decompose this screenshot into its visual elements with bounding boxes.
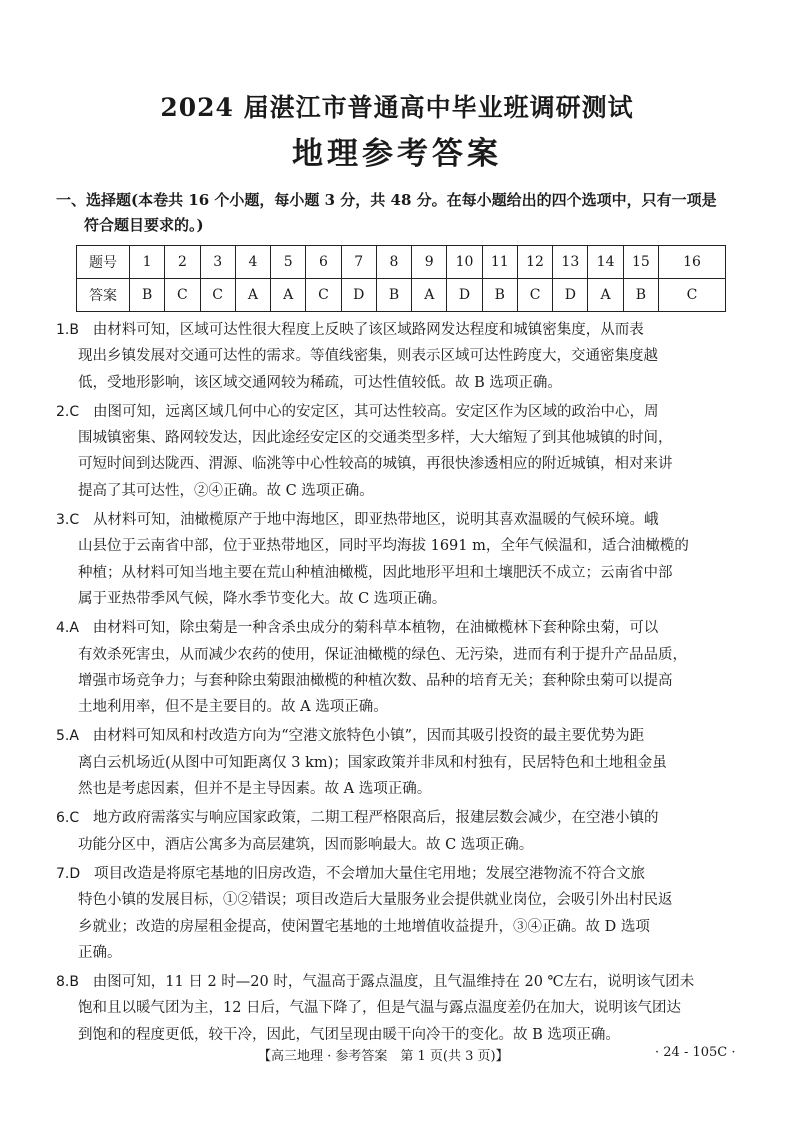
- explanation-item: [56, 615, 746, 720]
- explanation-line: 正确。: [78, 944, 122, 961]
- answer-table-row1-label: 题号: [77, 246, 130, 279]
- title-line-2: 地理参考答案: [292, 136, 502, 172]
- explanation-line: 特色小镇的发展目标，①②错误；项目改造后大量服务业会提供就业岗位，会吸引外出村民返: [78, 892, 673, 909]
- answer-cell: B: [482, 279, 517, 312]
- answer-cell: C: [200, 279, 235, 312]
- explanation-line: 由材料可知，区域可达性很大程度上反映了该区域路网发达程度和城镇密集度，从而表: [92, 322, 644, 338]
- answer-cell: D: [341, 279, 376, 312]
- title-line-1: 2024 届湛江市普通高中毕业班调研测试: [160, 93, 634, 122]
- explanation-line: 属于亚热带季风气候，降水季节变化大。故 C 选项正确。: [78, 590, 447, 607]
- explanation-number: 3.C: [56, 512, 80, 529]
- explanations-list: [56, 317, 746, 1051]
- question-number-cell: 5: [271, 246, 306, 279]
- explanation-number: 5.A: [56, 728, 79, 745]
- explanation-line: 乡就业；改造的房屋租金提高，使闲置宅基地的土地增值收益提升，③④正确。故 D 选项: [78, 918, 650, 935]
- explanation-line: 低，受地形影响，该区域交通网较为稀疏，可达性值较低。故 B 选项正确。: [78, 374, 562, 391]
- explanation-line: 从材料可知，油橄榄原产于地中海地区，即亚热带地区，说明其喜欢温暖的气候环境。峨: [92, 512, 659, 529]
- explanation-line: 现出乡镇发展对交通可达性的需求。等值线密集，则表示区域可达性跨度大，交通密集度越: [78, 348, 658, 365]
- question-number-cell: 9: [412, 246, 447, 279]
- answer-cell: D: [553, 279, 588, 312]
- explanation-line: 功能分区中，酒店公寓多为高层建筑，因而影响最大。故 C 选项正确。: [78, 836, 534, 853]
- explanation-number: 2.C: [56, 403, 80, 420]
- footer-code: · 24 - 105C ·: [655, 1045, 736, 1060]
- question-number-cell: 8: [376, 246, 411, 279]
- question-number-cell: 10: [447, 246, 482, 279]
- question-number-cell: 4: [235, 246, 270, 279]
- explanation-line: 地方政府需落实与响应国家政策，二期工程严格限高后，报建层数会减少，在空港小镇的: [92, 810, 659, 827]
- explanation-line: 围城镇密集、路网较发达，因此途经安定区的交通类型多样，大大缩短了到其他城镇的时间，: [78, 430, 673, 447]
- question-number-cell: 16: [659, 246, 726, 279]
- answer-cell: A: [235, 279, 270, 312]
- answer-table: [76, 245, 726, 312]
- explanation-line: 增强市场竞争力；与套种除虫菊跟油橄榄的种植次数、品种的培育无关；套种除虫菊可以提高: [78, 672, 673, 689]
- question-number-cell: 3: [200, 246, 235, 279]
- explanation-line: 由图可知，11 日 2 时—20 时，气温高于露点温度，且气温维持在 20 ℃左右，说明该气团未: [92, 974, 695, 991]
- answer-cell: C: [306, 279, 341, 312]
- footer-page-info: 【高三地理 · 参考答案 第 1 页(共 3 页)】: [258, 1049, 509, 1064]
- question-number-cell: 14: [588, 246, 623, 279]
- answer-cell: A: [588, 279, 623, 312]
- question-number-cell: 7: [341, 246, 376, 279]
- answer-cell: B: [130, 279, 165, 312]
- question-number-cell: 12: [517, 246, 552, 279]
- explanation-line: 有效杀死害虫，从而减少农药的使用，保证油橄榄的绿色、无污染，进而有利于提升产品品质，: [78, 646, 687, 663]
- answer-cell: C: [165, 279, 200, 312]
- explanation-line: 由图可知，远离区域几何中心的安定区，其可达性较高。安定区作为区域的政治中心，周: [92, 403, 659, 420]
- question-number-cell: 2: [165, 246, 200, 279]
- explanation-line: 由材料可知凤和村改造方向为“空港文旅特色小镇”，因而其吸引投资的最主要优势为距: [92, 728, 645, 745]
- answer-table-number-row: [77, 246, 726, 279]
- explanation-line: 到饱和的程度更低，较干冷，因此，气团呈现由暖干向冷干的变化。故 B 选项正确。: [78, 1026, 620, 1043]
- explanation-item: [56, 507, 746, 612]
- explanation-line: 种植；从材料可知当地主要在荒山种植油橄榄，因此地形平坦和土壤肥沃不成立；云南省中部: [78, 564, 673, 581]
- explanation-item: [56, 969, 746, 1048]
- section-heading-line-2: 符合题目要求的。): [84, 216, 204, 234]
- explanation-item: [56, 805, 746, 858]
- explanation-number: 1.B: [56, 322, 79, 338]
- explanation-number: 7.D: [56, 865, 81, 882]
- explanation-line: 然也是考虑因素，但并不是主导因素。故 A 选项正确。: [78, 781, 432, 798]
- explanation-number: 4.A: [56, 620, 79, 637]
- explanation-line: 土地利用率，但不是主要目的。故 A 选项正确。: [78, 699, 388, 716]
- explanation-line: 项目改造是将原宅基地的旧房改造，不会增加大量住宅用地；发展空港物流不符合文旅: [93, 865, 645, 882]
- question-number-cell: 15: [623, 246, 658, 279]
- explanation-line: 可短时间到达陇西、渭源、临洮等中心性较高的城镇，再很快渗透相应的附近城镇，相对来讲: [78, 456, 673, 473]
- answer-cell: A: [412, 279, 447, 312]
- explanation-item: [56, 399, 746, 504]
- explanation-line: 山县位于云南省中部，位于亚热带地区，同时平均海拔 1691 m，全年气候温和，适合油橄榄的: [78, 538, 689, 555]
- explanation-item: [56, 317, 746, 396]
- explanation-number: 8.B: [56, 974, 79, 991]
- answer-cell: B: [623, 279, 658, 312]
- answer-cell: C: [659, 279, 726, 312]
- explanation-line: 由材料可知，除虫菊是一种含杀虫成分的菊科草本植物，在油橄榄林下套种除虫菊，可以: [92, 620, 659, 637]
- explanation-line: 饱和且以暖气团为主，12 日后，气温下降了，但是气温与露点温度差仍在加大，说明该气团达: [78, 1000, 682, 1017]
- explanation-line: 提高了其可达性，②④正确。故 C 选项正确。: [78, 482, 374, 499]
- question-number-cell: 13: [553, 246, 588, 279]
- answer-cell: D: [447, 279, 482, 312]
- answer-cell: C: [517, 279, 552, 312]
- answer-table-row2-label: 答案: [77, 279, 130, 312]
- explanation-item: [56, 861, 746, 966]
- answer-cell: B: [376, 279, 411, 312]
- explanation-line: 离白云机场近(从图中可知距离仅 3 km)；国家政策并非凤和村独有，民居特色和土地租金虽: [78, 754, 667, 771]
- question-number-cell: 11: [482, 246, 517, 279]
- section-heading: [56, 188, 746, 238]
- section-heading-line-1: 一、选择题(本卷共 16 个小题，每小题 3 分，共 48 分。在每小题给出的四个选项中，只有一项是: [56, 191, 717, 209]
- explanation-number: 6.C: [56, 810, 80, 827]
- question-number-cell: 1: [130, 246, 165, 279]
- explanation-item: [56, 723, 746, 802]
- answer-cell: A: [271, 279, 306, 312]
- question-number-cell: 6: [306, 246, 341, 279]
- answer-table-answer-row: [77, 279, 726, 312]
